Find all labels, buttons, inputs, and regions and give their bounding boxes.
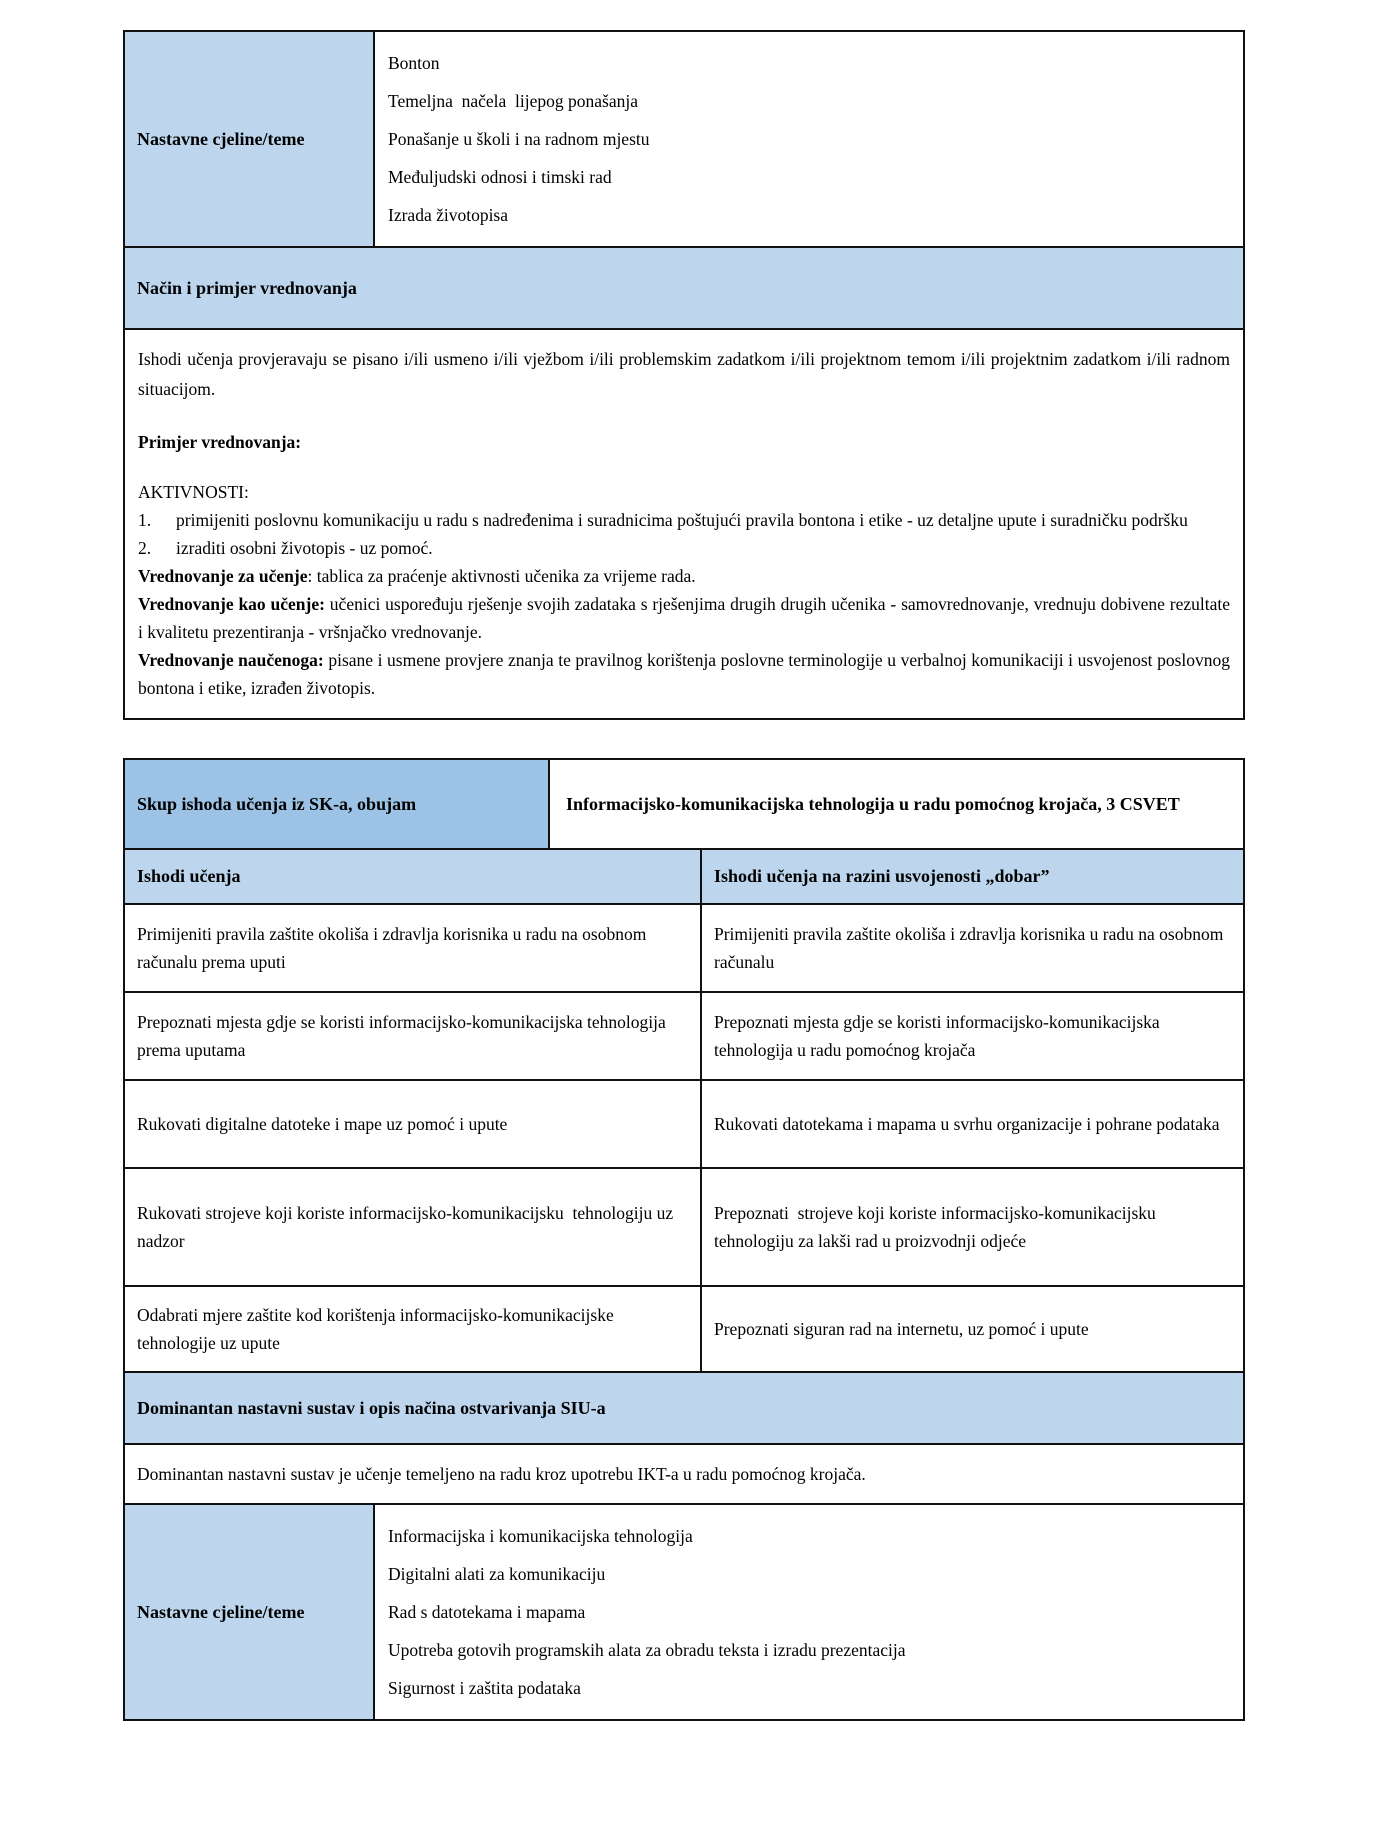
topic-line: Rad s datotekama i mapama [388,1602,586,1622]
learning-outcomes-table [123,758,1245,1721]
outcome-right-cell [702,1081,1243,1167]
topic-line: Upotreba gotovih programskih alata za obradu teksta i izradu prezentacija [388,1640,906,1660]
topic-line: Bonton [388,53,440,73]
topics-row [125,32,1243,246]
dominant-header-label: Dominantan nastavni sustav i opis načina ostvarivanja SIU-a [137,1397,606,1418]
outcome-right-text: Rukovati datotekama i mapama u svrhu organizacije i pohrane podataka [714,1114,1220,1134]
evaluation-header-row [125,246,1243,328]
outcomes-set-value: Informacijsko-komunikacijska tehnologija u radu pomoćnog krojača, 3 CSVET [566,794,1180,814]
section-gap [123,720,1245,758]
outcome-right-text: Prepoznati mjesta gdje se koristi informacijsko-komunikacijska tehnologija u radu pomoćnog krojača [714,1012,1165,1060]
outcome-left-cell [125,1287,702,1371]
dominant-text-row [125,1443,1243,1503]
outcome-left-text: Prepoznati mjesta gdje se koristi informacijsko-komunikacijska tehnologija prema uputama [137,1012,671,1060]
outcomes-set-row [125,760,1243,848]
topic-line: Međuljudski odnosi i timski rad [388,167,612,187]
activity-item [138,534,1230,562]
outcomes-header-row [125,848,1243,903]
outcome-right-text: Primijeniti pravila zaštite okoliša i zdravlja korisnika u radu na osobnom računalu [714,924,1228,972]
activity-text: primijeniti poslovnu komunikaciju u radu s nadređenima i suradnicima poštujući pravila bontona i etike - uz detaljne upute i suradničku podršku [176,510,1188,530]
evaluation-body [125,330,1243,718]
activities-label: AKTIVNOSTI: [138,482,249,502]
topics-evaluation-table [123,30,1245,720]
outcome-left-cell [125,1081,702,1167]
outcome-right-text: Prepoznati strojeve koji koriste informacijsko-komunikacijsku tehnologiju za lakši rad u proizvodnji odjeće [714,1203,1161,1251]
evaluation-header [125,248,1243,328]
assessment-for-learning-text: : tablica za praćenje aktivnosti učenika za vrijeme rada. [307,566,696,586]
dominant-header [125,1373,1243,1443]
bottom-topics-label-cell [125,1505,375,1719]
bottom-topics-label: Nastavne cjeline/teme [137,1602,305,1622]
assessment-for-learning-label: Vrednovanje za učenje [138,566,308,586]
evaluation-header-label: Način i primjer vrednovanja [137,277,357,298]
outcomes-set-label-cell [125,760,550,848]
topics-label-cell [125,32,375,246]
curriculum-document-page [123,30,1245,1721]
outcomes-row [125,1285,1243,1371]
assessment-for-learning [138,562,1230,590]
assessment-as-learning-text: učenici uspoređuju rješenje svojih zadataka s rješenjima drugih drugih učenika - samovrednovanje, vrednuju dobivene rezultate i kvalitetu prezentiranja - vršnjačko vrednovanje. [138,594,1230,642]
outcomes-col2-header: Ishodi učenja na razini usvojenosti „dobar” [714,866,1050,886]
activity-text: izraditi osobni životopis - uz pomoć. [176,538,433,558]
assessment-of-learned-label: Vrednovanje naučenoga: [138,650,324,670]
outcomes-row [125,1167,1243,1285]
outcome-right-cell [702,1169,1243,1285]
outcome-right-cell [702,905,1243,991]
activity-number: 2. [138,538,152,558]
outcomes-row [125,1079,1243,1167]
topic-line: Digitalni alati za komunikaciju [388,1564,606,1584]
topic-line: Sigurnost i zaštita podataka [388,1678,581,1698]
outcome-left-text: Primijeniti pravila zaštite okoliša i zdravlja korisnika u radu na osobnom računalu prema uputi [137,924,651,972]
outcome-right-cell [702,993,1243,1079]
outcomes-row [125,903,1243,991]
assessment-as-learning-label: Vrednovanje kao učenje: [138,594,325,614]
outcome-right-cell [702,1287,1243,1371]
assessment-of-learned-text: pisane i usmene provjere znanja te pravilnog korištenja poslovne terminologije u verbalnoj komunikaciji i usvojenost poslovnog bontona i etike, izrađen životopis. [138,650,1230,698]
outcomes-set-label: Skup ishoda učenja iz SK-a, obujam [137,793,417,814]
outcomes-row [125,991,1243,1079]
dominant-text: Dominantan nastavni sustav je učenje temeljeno na radu kroz upotrebu IKT-a u radu pomoćnog krojača. [137,1463,866,1484]
evaluation-intro: Ishodi učenja provjeravaju se pisano i/ili usmeno i/ili vježbom i/ili problemskim zadatkom i/ili projektnom temom i/ili projektnim zadatkom i/ili radnom situacijom. [138,349,1230,399]
outcome-left-cell [125,1169,702,1285]
assessment-as-learning [138,590,1230,646]
dominant-header-row [125,1371,1243,1443]
activity-number: 1. [138,510,152,530]
topics-list [375,32,1243,246]
outcome-left-cell [125,993,702,1079]
outcomes-set-value-cell [550,760,1243,848]
bottom-topics-row [125,1503,1243,1719]
outcome-right-text: Prepoznati siguran rad na internetu, uz pomoć i upute [714,1319,1089,1339]
topic-line: Informacijska i komunikacijska tehnologija [388,1526,693,1546]
assessment-of-learned [138,646,1230,702]
outcomes-col1-header: Ishodi učenja [125,850,702,903]
outcome-left-text: Rukovati strojeve koji koriste informacijsko-komunikacijsku tehnologiju uz nadzor [137,1203,678,1251]
topic-line: Izrada životopisa [388,205,509,225]
outcome-left-cell [125,905,702,991]
outcome-left-text: Rukovati digitalne datoteke i mape uz pomoć i upute [137,1114,508,1134]
evaluation-body-row [125,328,1243,718]
outcome-left-text: Odabrati mjere zaštite kod korištenja informacijsko-komunikacijske tehnologije uz upute [137,1305,619,1353]
topics-label: Nastavne cjeline/teme [137,129,305,149]
evaluation-example-label: Primjer vrednovanja: [138,432,302,452]
activities-list [138,506,1230,562]
bottom-topics-list [375,1505,1243,1719]
topic-line: Ponašanje u školi i na radnom mjestu [388,129,650,149]
topic-line: Temeljna načela lijepog ponašanja [388,91,638,111]
activity-item [138,506,1230,534]
